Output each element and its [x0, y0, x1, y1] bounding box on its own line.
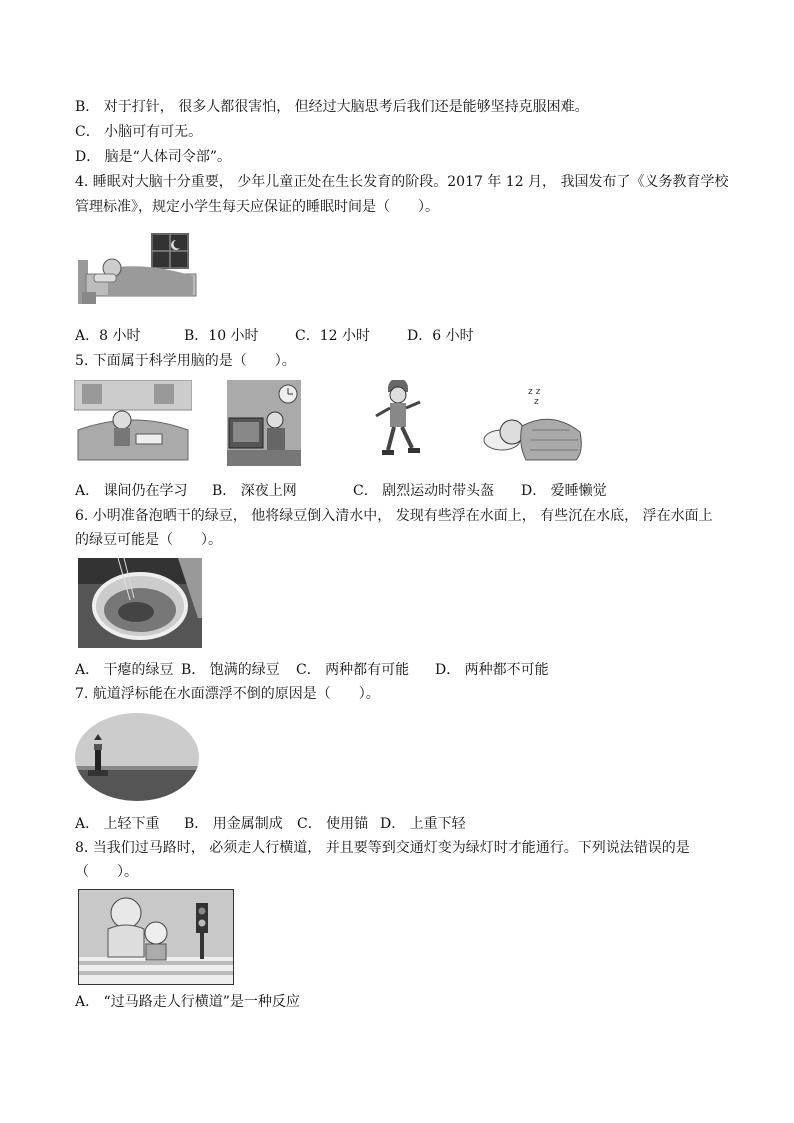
q5-options: [75, 482, 635, 500]
q7-stem: 7. 航道浮标能在水面漂浮不倒的原因是（ ）。: [75, 686, 380, 702]
q7-option-c: C． 使用锚: [297, 816, 369, 832]
q5-illustration-a: [74, 380, 192, 466]
q7-options: [75, 815, 495, 833]
q8-option-a: A． “过马路走人行横道”是一种反应: [75, 994, 300, 1010]
q8-illustration: [78, 889, 234, 985]
q4-option-b: B．10 小时: [184, 328, 259, 344]
q4-stem-line1: 4. 睡眠对大脑十分重要， 少年儿童正处在生长发育的阶段。2017 年 12 月， 我国发布了《义务教育学校: [75, 174, 729, 190]
q5-illustration-c: [368, 380, 430, 466]
q5-illustration-b: [227, 380, 301, 466]
q8-stem-line2: （ ）。: [75, 864, 138, 880]
q5-option-d: D． 爱睡懒觉: [521, 483, 607, 499]
q6-option-d: D． 两种都不可能: [435, 662, 549, 678]
svg-text:z z: z z: [528, 387, 541, 397]
q4-illustration: [78, 230, 198, 306]
q3-option-b: B． 对于打针， 很多人都很害怕， 但经过大脑思考后我们还是能够坚持克服困难。: [75, 99, 589, 115]
q7-illustration: [74, 712, 200, 802]
q5-stem: 5. 下面属于科学用脑的是（ ）。: [75, 353, 296, 369]
q6-option-a: A． 干瘪的绿豆: [75, 662, 174, 678]
q6-options: [75, 661, 575, 679]
q4-stem-line2: 管理标准》，规定小学生每天应保证的睡眠时间是（ ）。: [75, 199, 439, 215]
q3-option-d: D． 脑是“人体司令部”。: [75, 149, 231, 165]
q4-option-c: C．12 小时: [295, 328, 370, 344]
svg-text:z: z: [534, 397, 539, 407]
q5-option-b: B． 深夜上网: [212, 483, 297, 499]
q5-illustration-d: [482, 380, 586, 466]
q7-option-d: D． 上重下轻: [380, 816, 466, 832]
q6-illustration: [78, 558, 202, 648]
q5-option-a: A． 课间仍在学习: [75, 483, 188, 499]
q3-option-c: C． 小脑可有可无。: [75, 124, 203, 140]
q4-option-a: A．8 小时: [75, 328, 141, 344]
q4-options: [75, 327, 495, 345]
q6-option-b: B． 饱满的绿豆: [181, 662, 280, 678]
q4-option-d: D．6 小时: [407, 328, 474, 344]
q8-stem-line1: 8. 当我们过马路时， 必须走人行横道， 并且要等到交通灯变为绿灯时才能通行。下列说法错误的是: [75, 840, 690, 856]
q7-option-a: A． 上轻下重: [75, 816, 160, 832]
q7-option-b: B． 用金属制成: [184, 816, 283, 832]
q6-stem-line2: 的绿豆可能是（ ）。: [75, 532, 222, 548]
q6-option-c: C． 两种都有可能: [296, 662, 410, 678]
q6-stem-line1: 6. 小明准备泡晒干的绿豆， 他将绿豆倒入清水中， 发现有些浮在水面上， 有些沉在水底， 浮在水面上: [75, 508, 713, 524]
q5-option-c: C． 剧烈运动时带头盔: [353, 483, 495, 499]
